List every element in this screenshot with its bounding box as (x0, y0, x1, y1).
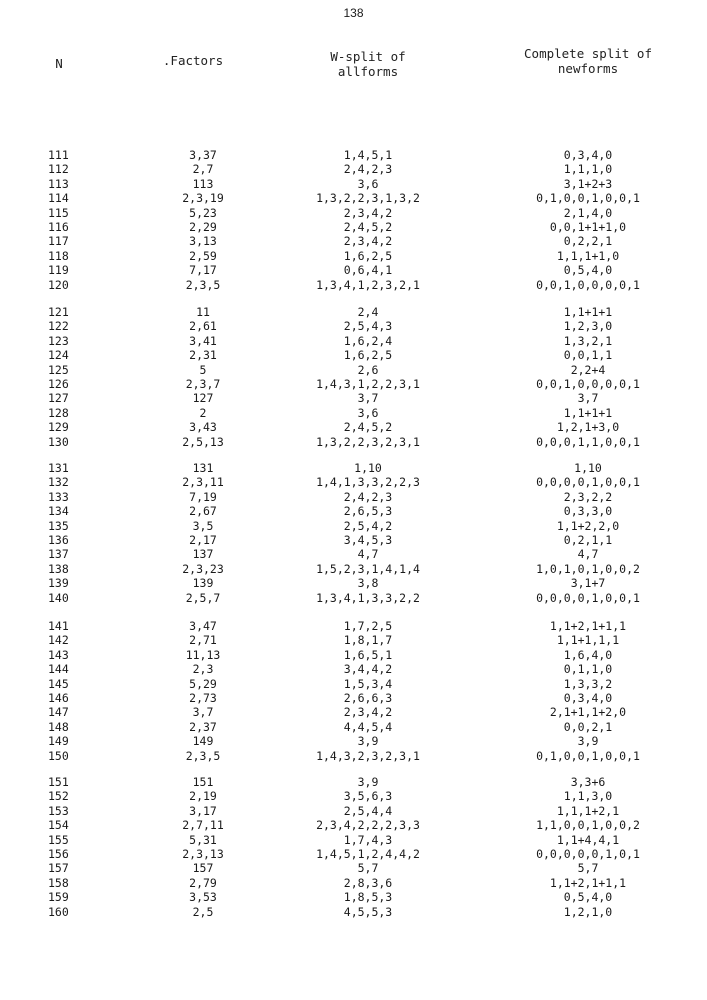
cell-n: 112 (48, 162, 69, 177)
cell-wsplit: 5,7 (357, 861, 379, 876)
table-row (0, 377, 707, 391)
cell-wsplit: 1,5,3,4 (343, 676, 393, 691)
table-row (0, 263, 707, 277)
cell-wsplit: 1,7,2,5 (343, 619, 393, 633)
cell-n: 158 (48, 875, 69, 890)
cell-complete: 2,3,2,2 (563, 489, 613, 504)
table-row (0, 234, 707, 248)
cell-complete: 1,1,1,0 (563, 162, 613, 177)
table-row (0, 804, 707, 818)
cell-n: 159 (48, 890, 69, 905)
table-row (0, 818, 707, 832)
cell-factors: 2,3,11 (182, 475, 224, 490)
cell-complete: 1,1+1,1,1 (556, 633, 620, 648)
cell-factors: 2,31 (189, 348, 217, 363)
cell-n: 131 (48, 461, 69, 475)
cell-n: 134 (48, 504, 69, 519)
cell-wsplit: 0,6,4,1 (343, 263, 393, 278)
cell-n: 153 (48, 803, 69, 818)
cell-n: 155 (48, 832, 69, 847)
cell-wsplit: 1,8,1,7 (343, 633, 393, 648)
cell-factors: 3,41 (189, 333, 217, 348)
cell-n: 148 (48, 719, 69, 734)
cell-factors: 149 (192, 734, 214, 749)
cell-n: 136 (48, 533, 69, 547)
cell-factors: 11,13 (185, 647, 221, 662)
table-row (0, 191, 707, 205)
cell-wsplit: 4,5,5,3 (343, 904, 393, 919)
table-row (0, 648, 707, 662)
cell-wsplit: 1,5,2,3,1,4,1,4 (316, 561, 420, 576)
table-row (0, 734, 707, 748)
cell-complete: 3,3+6 (570, 775, 606, 789)
cell-factors: 5,29 (189, 676, 217, 691)
cell-complete: 1,1+1+1 (563, 305, 613, 319)
header-n: N (55, 56, 63, 71)
cell-n: 142 (48, 633, 69, 648)
cell-wsplit: 3,9 (357, 775, 379, 789)
cell-factors: 2,17 (189, 533, 217, 547)
cell-factors: 3,37 (189, 148, 217, 162)
cell-factors: 2,3,5 (185, 748, 221, 763)
cell-n: 144 (48, 662, 69, 677)
cell-n: 128 (48, 405, 69, 420)
cell-n: 126 (48, 377, 69, 391)
cell-n: 145 (48, 676, 69, 691)
cell-complete: 1,3,2,1 (563, 333, 613, 348)
cell-wsplit: 2,6 (357, 362, 379, 377)
cell-wsplit: 3,9 (357, 734, 379, 749)
cell-factors: 139 (192, 576, 214, 591)
cell-n: 137 (48, 547, 69, 562)
header-factors: .Factors (162, 53, 224, 68)
cell-wsplit: 1,6,2,5 (343, 248, 393, 263)
cell-complete: 0,0,2,1 (563, 719, 613, 734)
cell-factors: 2,3 (192, 662, 214, 677)
cell-wsplit: 3,6 (357, 405, 379, 420)
cell-complete: 0,0,0,1,1,0,0,1 (536, 434, 640, 449)
cell-factors: 2,5,13 (182, 434, 224, 449)
cell-complete: 0,1,0,0,1,0,0,1 (536, 748, 640, 763)
table-row (0, 334, 707, 348)
cell-factors: 151 (192, 775, 214, 789)
cell-complete: 5,7 (577, 861, 599, 876)
cell-factors: 2,5 (192, 904, 214, 919)
cell-complete: 1,2,3,0 (563, 319, 613, 334)
cell-wsplit: 1,4,3,2,3,2,3,1 (316, 748, 420, 763)
cell-complete: 0,2,1,1 (563, 533, 613, 547)
cell-factors: 5 (199, 362, 207, 377)
cell-wsplit: 3,5,6,3 (343, 789, 393, 804)
cell-factors: 3,5 (192, 518, 214, 533)
table-row (0, 662, 707, 676)
cell-complete: 1,1,0,0,1,0,0,2 (536, 818, 640, 833)
table-row (0, 705, 707, 719)
cell-factors: 2,7 (192, 162, 214, 177)
cell-wsplit: 3,4,4,2 (343, 662, 393, 677)
table-row (0, 220, 707, 234)
cell-complete: 1,2,1,0 (563, 904, 613, 919)
cell-factors: 3,47 (189, 619, 217, 633)
cell-factors: 2,67 (189, 504, 217, 519)
cell-wsplit: 1,10 (354, 461, 382, 475)
table-row (0, 591, 707, 605)
cell-wsplit: 1,6,2,5 (343, 348, 393, 363)
cell-factors: 127 (192, 391, 214, 406)
cell-factors: 3,17 (189, 803, 217, 818)
table-row (0, 876, 707, 890)
cell-complete: 2,1,4,0 (563, 205, 613, 220)
cell-complete: 1,1,1+1,0 (556, 248, 620, 263)
cell-complete: 0,0,0,0,1,0,0,1 (536, 475, 640, 490)
cell-n: 156 (48, 847, 69, 861)
cell-complete: 1,10 (574, 461, 602, 475)
table-row (0, 363, 707, 377)
table-row (0, 749, 707, 763)
cell-n: 151 (48, 775, 69, 789)
table-row (0, 348, 707, 362)
cell-complete: 0,5,4,0 (563, 263, 613, 278)
table-row (0, 576, 707, 590)
cell-factors: 2,19 (189, 789, 217, 804)
table-row (0, 890, 707, 904)
cell-complete: 1,1+1+1 (563, 405, 613, 420)
cell-n: 135 (48, 518, 69, 533)
cell-wsplit: 4,4,5,4 (343, 719, 393, 734)
table-row (0, 461, 707, 475)
cell-complete: 1,2,1+3,0 (556, 420, 620, 435)
cell-n: 160 (48, 904, 69, 919)
cell-wsplit: 2,5,4,4 (343, 803, 393, 818)
cell-factors: 2,79 (189, 875, 217, 890)
cell-n: 147 (48, 705, 69, 720)
table-row (0, 533, 707, 547)
cell-n: 140 (48, 590, 69, 605)
cell-complete: 3,1+2+3 (563, 176, 613, 191)
cell-complete: 1,1+2,2,0 (556, 518, 620, 533)
cell-factors: 11 (196, 305, 210, 319)
cell-factors: 137 (192, 547, 214, 562)
cell-n: 127 (48, 391, 69, 406)
cell-n: 113 (48, 176, 69, 191)
table-row (0, 435, 707, 449)
cell-n: 111 (48, 148, 69, 162)
cell-factors: 2,37 (189, 719, 217, 734)
cell-wsplit: 2,6,5,3 (343, 504, 393, 519)
cell-wsplit: 3,4,5,3 (343, 533, 393, 547)
cell-n: 139 (48, 576, 69, 591)
table-row (0, 475, 707, 489)
cell-n: 157 (48, 861, 69, 876)
cell-wsplit: 3,8 (357, 576, 379, 591)
table-row (0, 490, 707, 504)
cell-n: 118 (48, 248, 69, 263)
cell-factors: 5,23 (189, 205, 217, 220)
cell-n: 120 (48, 277, 69, 292)
cell-wsplit: 2,3,4,2 (343, 705, 393, 720)
cell-complete: 3,9 (577, 734, 599, 749)
table-row (0, 847, 707, 861)
cell-complete: 2,1+1,1+2,0 (549, 705, 627, 720)
table-row (0, 162, 707, 176)
table-row (0, 420, 707, 434)
cell-factors: 3,13 (189, 234, 217, 249)
cell-complete: 0,1,0,0,1,0,0,1 (536, 191, 640, 206)
cell-factors: 2,3,19 (182, 191, 224, 206)
cell-factors: 2,3,7 (185, 377, 221, 391)
cell-factors: 2,7,11 (182, 818, 224, 833)
table-row (0, 562, 707, 576)
cell-complete: 1,1+4,4,1 (556, 832, 620, 847)
cell-n: 150 (48, 748, 69, 763)
table-row (0, 789, 707, 803)
cell-wsplit: 1,8,5,3 (343, 890, 393, 905)
cell-complete: 0,0,1,0,0,0,0,1 (536, 377, 640, 391)
table-row (0, 619, 707, 633)
cell-factors: 2,3,5 (185, 277, 221, 292)
cell-wsplit: 2,5,4,3 (343, 319, 393, 334)
table-row (0, 519, 707, 533)
table-row (0, 249, 707, 263)
cell-n: 130 (48, 434, 69, 449)
cell-n: 124 (48, 348, 69, 363)
cell-n: 114 (48, 191, 69, 206)
cell-factors: 7,17 (189, 263, 217, 278)
table-row (0, 206, 707, 220)
cell-factors: 5,31 (189, 832, 217, 847)
cell-factors: 2,61 (189, 319, 217, 334)
cell-wsplit: 1,3,2,2,3,2,3,1 (316, 434, 420, 449)
cell-complete: 1,0,1,0,1,0,0,2 (536, 561, 640, 576)
cell-wsplit: 1,6,5,1 (343, 647, 393, 662)
cell-wsplit: 3,7 (357, 391, 379, 406)
cell-wsplit: 2,4,2,3 (343, 162, 393, 177)
cell-factors: 2,59 (189, 248, 217, 263)
cell-complete: 3,1+7 (570, 576, 606, 591)
table-row (0, 720, 707, 734)
cell-complete: 0,0,1+1+1,0 (549, 220, 627, 234)
cell-factors: 157 (192, 861, 214, 876)
header-complete: Complete split of newforms (524, 46, 652, 76)
table-row (0, 633, 707, 647)
cell-complete: 1,1,3,0 (563, 789, 613, 804)
cell-factors: 2,5,7 (185, 590, 221, 605)
cell-n: 149 (48, 734, 69, 749)
cell-complete: 1,3,3,2 (563, 676, 613, 691)
cell-factors: 3,7 (192, 705, 214, 720)
cell-n: 129 (48, 420, 69, 435)
table-row (0, 833, 707, 847)
cell-wsplit: 2,6,6,3 (343, 691, 393, 705)
cell-complete: 1,1,1+2,1 (556, 803, 620, 818)
cell-n: 117 (48, 234, 69, 249)
cell-factors: 2,3,23 (182, 561, 224, 576)
cell-wsplit: 1,3,2,2,3,1,3,2 (316, 191, 420, 206)
cell-n: 122 (48, 319, 69, 334)
table-row (0, 391, 707, 405)
cell-factors: 2 (199, 405, 207, 420)
cell-complete: 0,3,4,0 (563, 148, 613, 162)
cell-wsplit: 4,7 (357, 547, 379, 562)
cell-wsplit: 1,4,3,1,2,2,3,1 (316, 377, 420, 391)
header-wsplit: W-split of allforms (330, 49, 406, 79)
table-row (0, 861, 707, 875)
cell-wsplit: 1,4,5,1,2,4,4,2 (316, 847, 420, 861)
cell-complete: 4,7 (577, 547, 599, 562)
cell-complete: 0,2,2,1 (563, 234, 613, 249)
cell-n: 143 (48, 647, 69, 662)
table-row (0, 278, 707, 292)
table-row (0, 905, 707, 919)
table-row (0, 319, 707, 333)
cell-complete: 1,1+2,1+1,1 (549, 875, 627, 890)
table-row (0, 677, 707, 691)
cell-complete: 0,0,1,1 (563, 348, 613, 363)
table-row (0, 406, 707, 420)
table-row (0, 177, 707, 191)
cell-n: 121 (48, 305, 69, 319)
cell-wsplit: 2,4,5,2 (343, 420, 393, 435)
table-row (0, 775, 707, 789)
cell-n: 146 (48, 691, 69, 705)
cell-wsplit: 1,4,1,3,3,2,2,3 (316, 475, 420, 490)
cell-wsplit: 2,4,2,3 (343, 489, 393, 504)
table-row (0, 148, 707, 162)
cell-factors: 2,3,13 (182, 847, 224, 861)
cell-n: 116 (48, 220, 69, 234)
cell-complete: 0,0,1,0,0,0,0,1 (536, 277, 640, 292)
table-row (0, 305, 707, 319)
cell-wsplit: 2,5,4,2 (343, 518, 393, 533)
cell-factors: 2,73 (189, 691, 217, 705)
cell-complete: 0,0,0,0,0,1,0,1 (536, 847, 640, 861)
cell-complete: 0,1,1,0 (563, 662, 613, 677)
cell-wsplit: 2,4,5,2 (343, 220, 393, 234)
cell-wsplit: 1,4,5,1 (343, 148, 393, 162)
cell-wsplit: 2,3,4,2 (343, 205, 393, 220)
cell-n: 154 (48, 818, 69, 833)
cell-wsplit: 3,6 (357, 176, 379, 191)
cell-complete: 0,3,4,0 (563, 691, 613, 705)
table-row (0, 504, 707, 518)
cell-complete: 1,1+2,1+1,1 (549, 619, 627, 633)
cell-factors: 2,29 (189, 220, 217, 234)
cell-wsplit: 1,3,4,1,3,3,2,2 (316, 590, 420, 605)
cell-wsplit: 1,6,2,4 (343, 333, 393, 348)
cell-complete: 3,7 (577, 391, 599, 406)
cell-n: 115 (48, 205, 69, 220)
cell-wsplit: 2,3,4,2 (343, 234, 393, 249)
cell-factors: 3,53 (189, 890, 217, 905)
cell-n: 132 (48, 475, 69, 490)
cell-factors: 2,71 (189, 633, 217, 648)
cell-factors: 131 (192, 461, 214, 475)
table-row (0, 547, 707, 561)
cell-wsplit: 2,3,4,2,2,2,3,3 (316, 818, 420, 833)
cell-wsplit: 1,7,4,3 (343, 832, 393, 847)
cell-n: 125 (48, 362, 69, 377)
table-row (0, 691, 707, 705)
cell-complete: 1,6,4,0 (563, 647, 613, 662)
cell-complete: 0,3,3,0 (563, 504, 613, 519)
cell-n: 133 (48, 489, 69, 504)
cell-n: 138 (48, 561, 69, 576)
cell-complete: 2,2+4 (570, 362, 606, 377)
cell-n: 152 (48, 789, 69, 804)
cell-factors: 7,19 (189, 489, 217, 504)
cell-wsplit: 2,8,3,6 (343, 875, 393, 890)
cell-n: 141 (48, 619, 69, 633)
cell-n: 123 (48, 333, 69, 348)
cell-wsplit: 2,4 (357, 305, 379, 319)
cell-factors: 113 (192, 176, 214, 191)
cell-factors: 3,43 (189, 420, 217, 435)
cell-wsplit: 1,3,4,1,2,3,2,1 (316, 277, 420, 292)
cell-complete: 0,0,0,0,1,0,0,1 (536, 590, 640, 605)
cell-n: 119 (48, 263, 69, 278)
page-number: 138 (343, 6, 364, 20)
cell-complete: 0,5,4,0 (563, 890, 613, 905)
